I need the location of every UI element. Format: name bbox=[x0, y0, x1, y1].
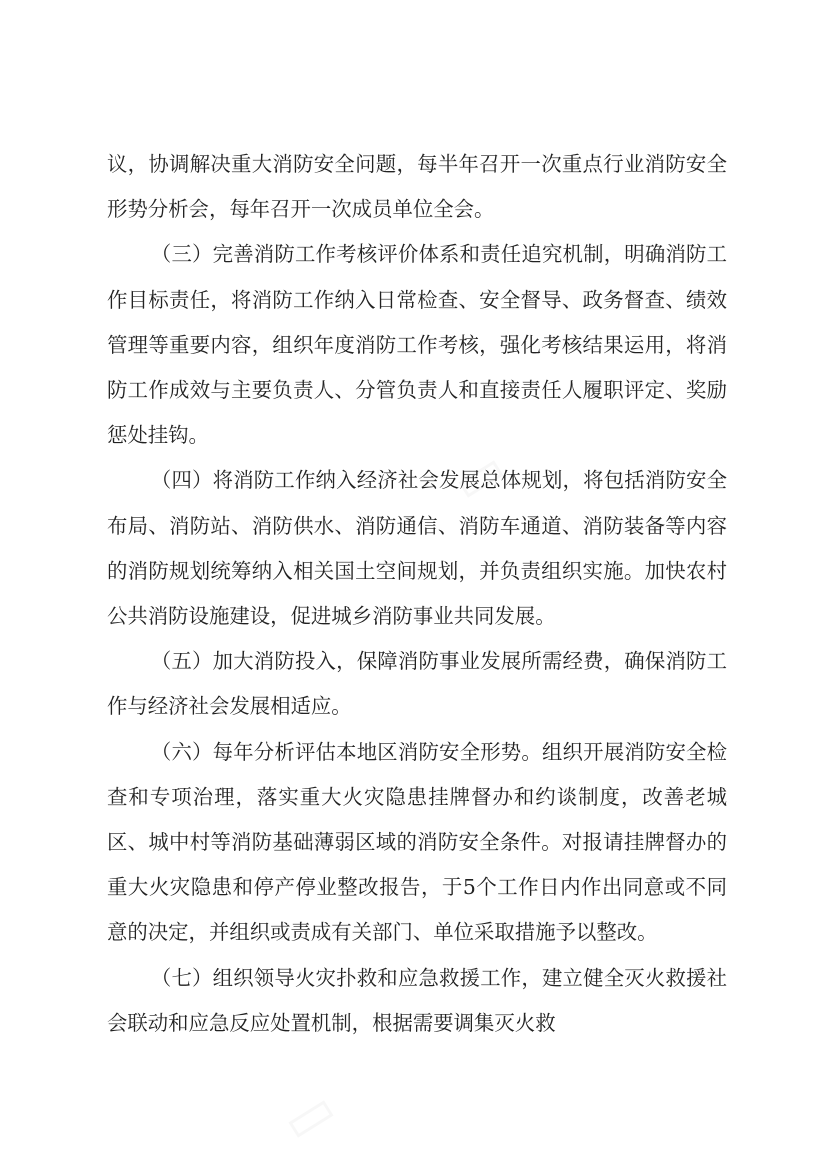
paragraph-6: （六）每年分析评估本地区消防安全形势。组织开展消防安全检查和专项治理，落实重大火灾隐患挂牌督办和约谈制度，改善老城区、城中村等消防基础薄弱区域的消防安全条件。对报请挂牌督办的重大火灾隐患和停产停业整改报告，于5个工作日内作出同意或不同意的决定，并组织或责成有关部门、单位采取措施予以整改。 bbox=[107, 739, 727, 945]
paragraph-5: （五）加大消防投入，保障消防事业发展所需经费，确保消防工作与经济社会发展相适应。 bbox=[107, 649, 727, 719]
watermark bbox=[288, 1100, 333, 1138]
paragraph-7: （七）组织领导火灾扑救和应急救援工作，建立健全灭火救援社会联动和应急反应处置机制，根据需要调集灭火救 bbox=[107, 965, 727, 1035]
document-body bbox=[107, 142, 727, 1046]
paragraph-3: （三）完善消防工作考核评价体系和责任追究机制，明确消防工作目标责任，将消防工作纳入日常检查、安全督导、政务督查、绩效管理等重要内容，组织年度消防工作考核，强化考核结果运用，将消防工作成效与主要负责人、分管负责人和直接责任人履职评定、奖励惩处挂钩。 bbox=[107, 242, 727, 448]
paragraph-4: （四）将消防工作纳入经济社会发展总体规划，将包括消防安全布局、消防站、消防供水、消防通信、消防车通道、消防装备等内容的消防规划统筹纳入相关国土空间规划，并负责组织实施。加快农村公共消防设施建设，促进城乡消防事业共同发展。 bbox=[107, 468, 727, 629]
paragraph-continued: 议，协调解决重大消防安全问题，每半年召开一次重点行业消防安全形势分析会，每年召开一次成员单位全会。 bbox=[107, 152, 727, 222]
